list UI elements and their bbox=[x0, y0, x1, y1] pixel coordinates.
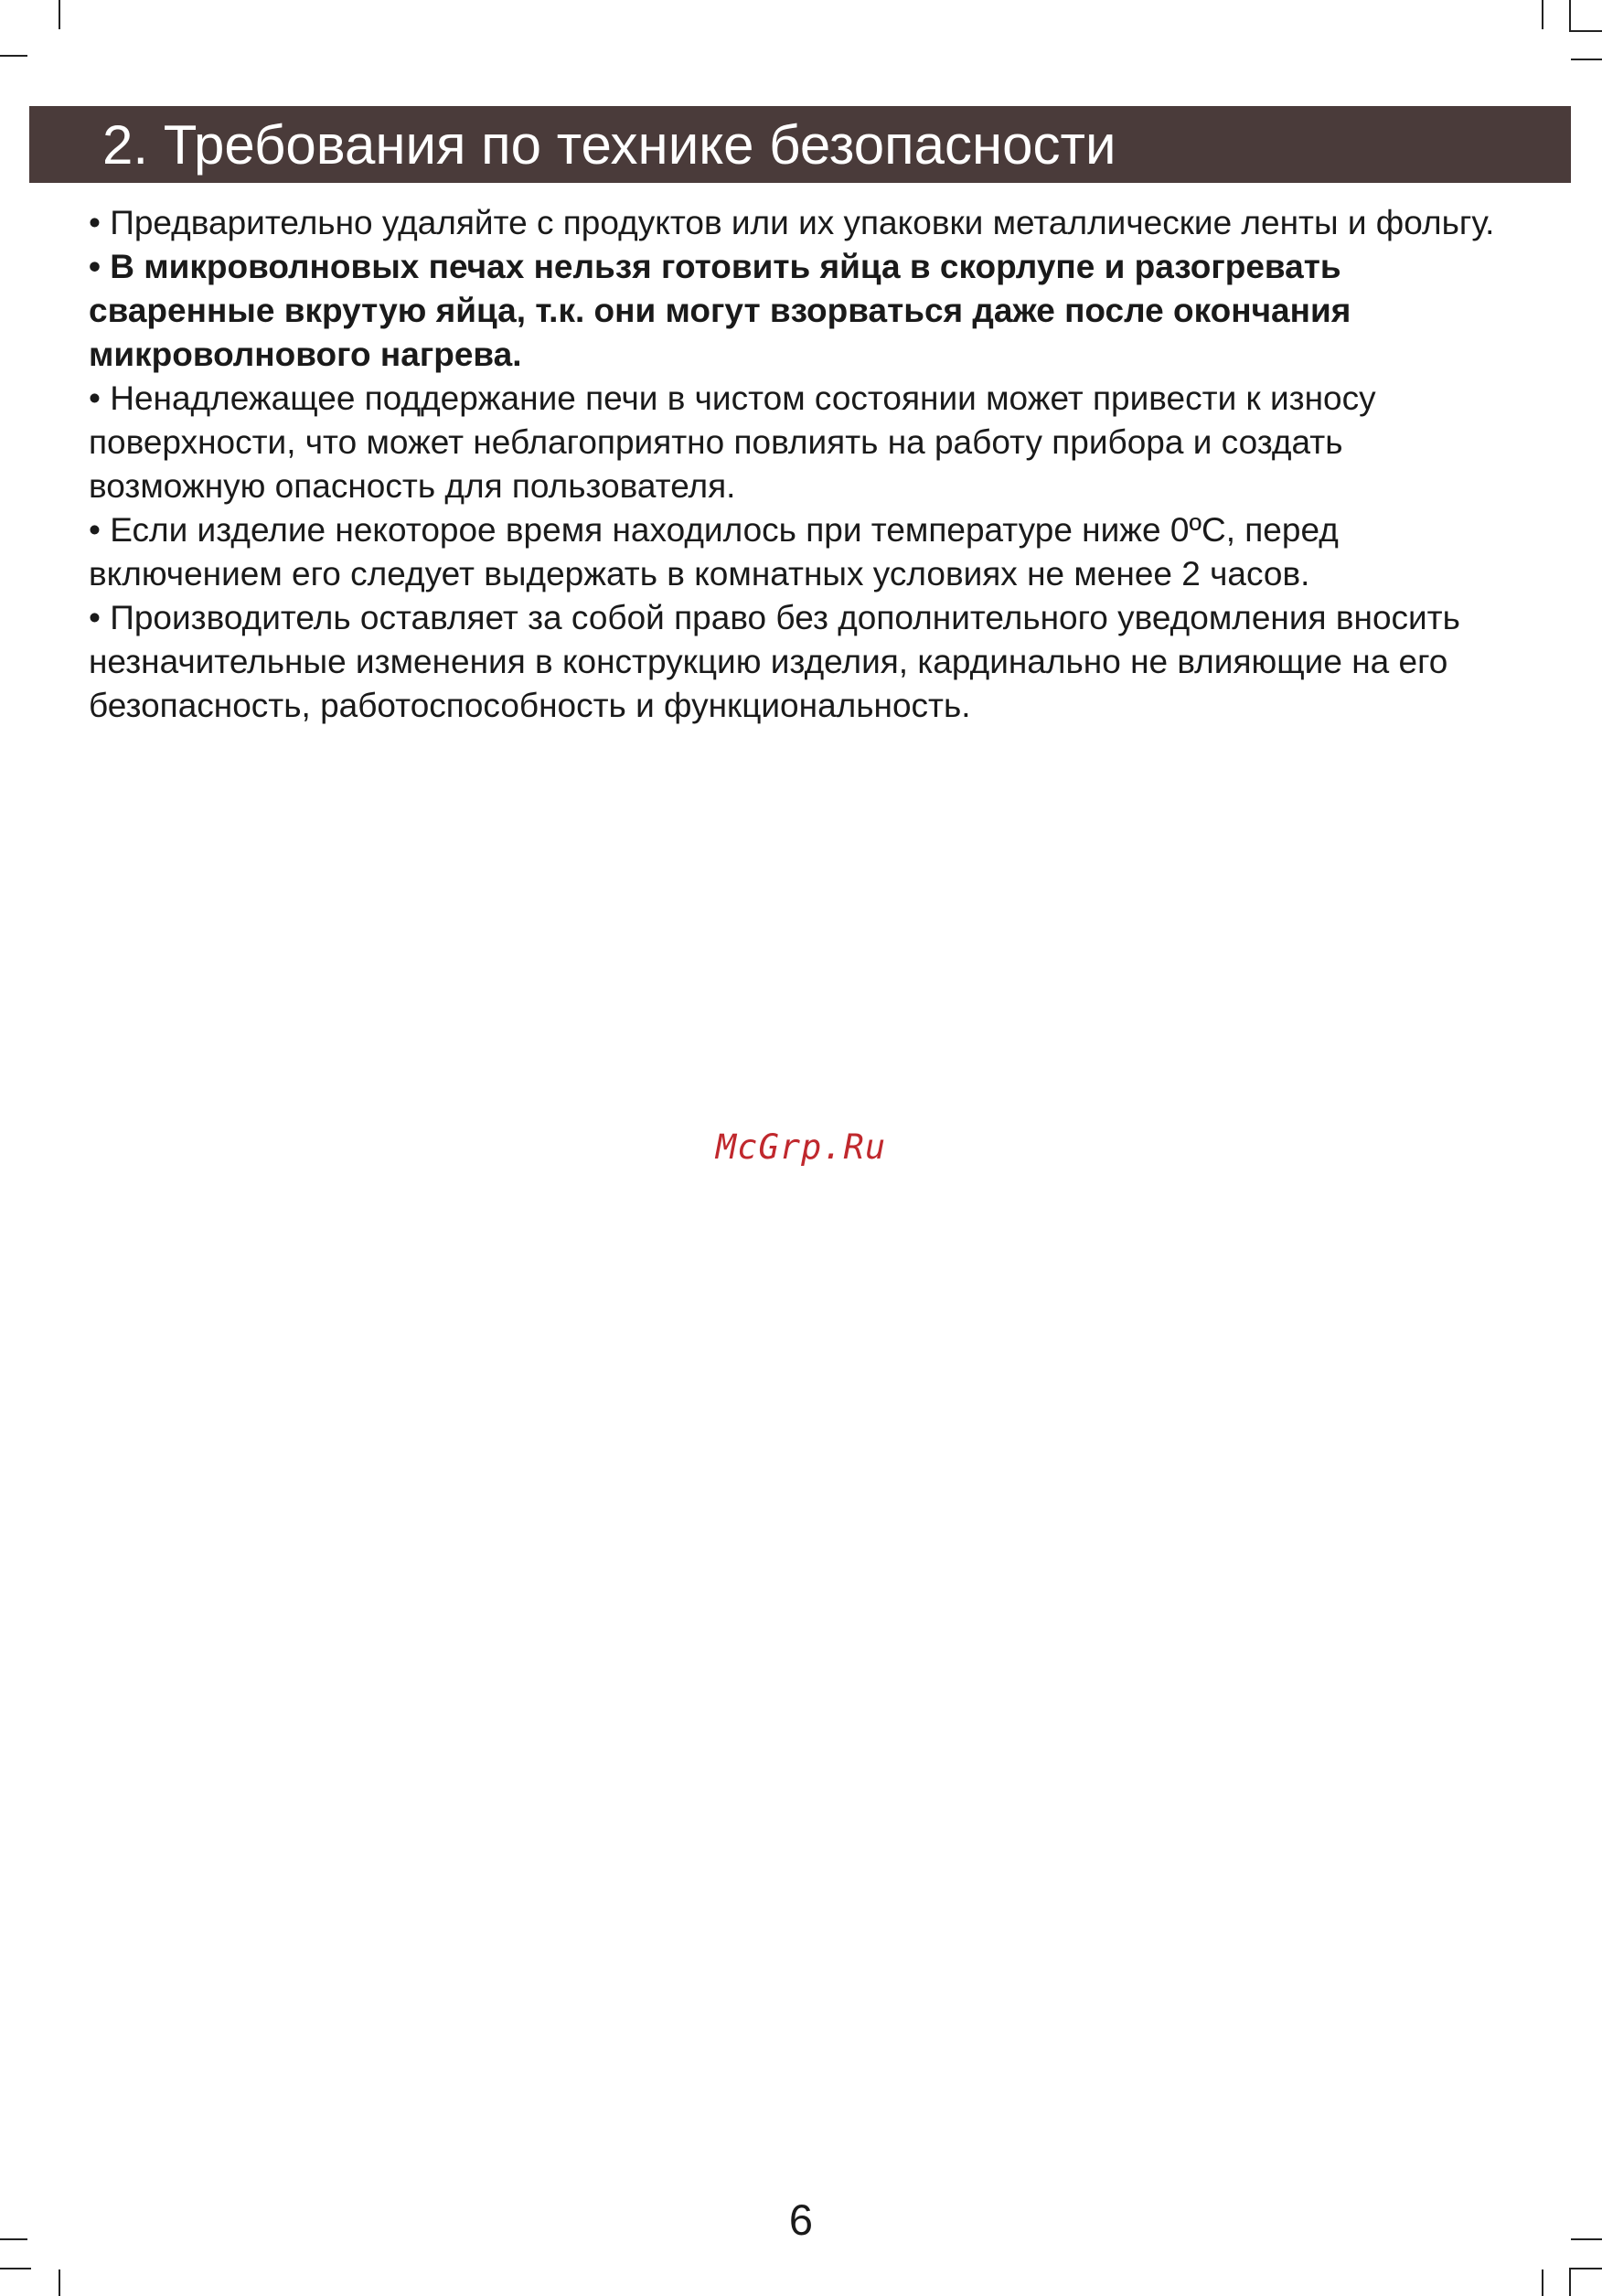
crop-mark bbox=[1569, 2268, 1602, 2269]
page-number: 6 bbox=[788, 2195, 814, 2244]
section-title: 2. Требования по технике безопасности bbox=[102, 114, 1116, 176]
crop-mark bbox=[1569, 30, 1602, 32]
paragraph-temperature: • Если изделие некоторое время находилось при температуре ниже 0ºС, перед включением его следует выдержать в комнатных условиях не менее 2 часов. bbox=[89, 511, 1339, 593]
crop-mark bbox=[59, 2269, 60, 2296]
crop-mark bbox=[1542, 0, 1543, 29]
section-header bbox=[29, 106, 1571, 183]
safety-text bbox=[89, 201, 1515, 728]
crop-mark bbox=[0, 2268, 31, 2269]
crop-mark bbox=[59, 0, 60, 29]
watermark: McGrp.Ru bbox=[715, 1127, 887, 1167]
paragraph-manufacturer: • Производитель оставляет за собой право без дополнительного уведомления вносить незначительные изменения в конструкцию изделия, кардинально не влияющие на его безопасность, работоспособность и функциональность. bbox=[89, 599, 1460, 724]
crop-mark bbox=[0, 55, 27, 57]
paragraph-eggs-warning: • В микроволновых печах нельзя готовить яйца в скорлупе и разогревать сваренные вкрутую яйца, т.к. они могут взорваться даже после окончания микроволнового нагрева. bbox=[89, 248, 1351, 373]
crop-mark bbox=[1571, 59, 1602, 60]
paragraph-foil: • Предварительно удаляйте с продуктов или их упаковки металлические ленты и фольгу. bbox=[89, 204, 1495, 241]
crop-mark bbox=[1569, 2268, 1571, 2296]
crop-mark bbox=[1542, 2269, 1543, 2296]
paragraph-cleaning: • Ненадлежащее поддержание печи в чистом состоянии может привести к износу поверхности, что может неблагоприятно повлиять на работу прибора и создать возможную опасность для пользователя. bbox=[89, 379, 1376, 505]
crop-mark bbox=[1569, 0, 1571, 31]
